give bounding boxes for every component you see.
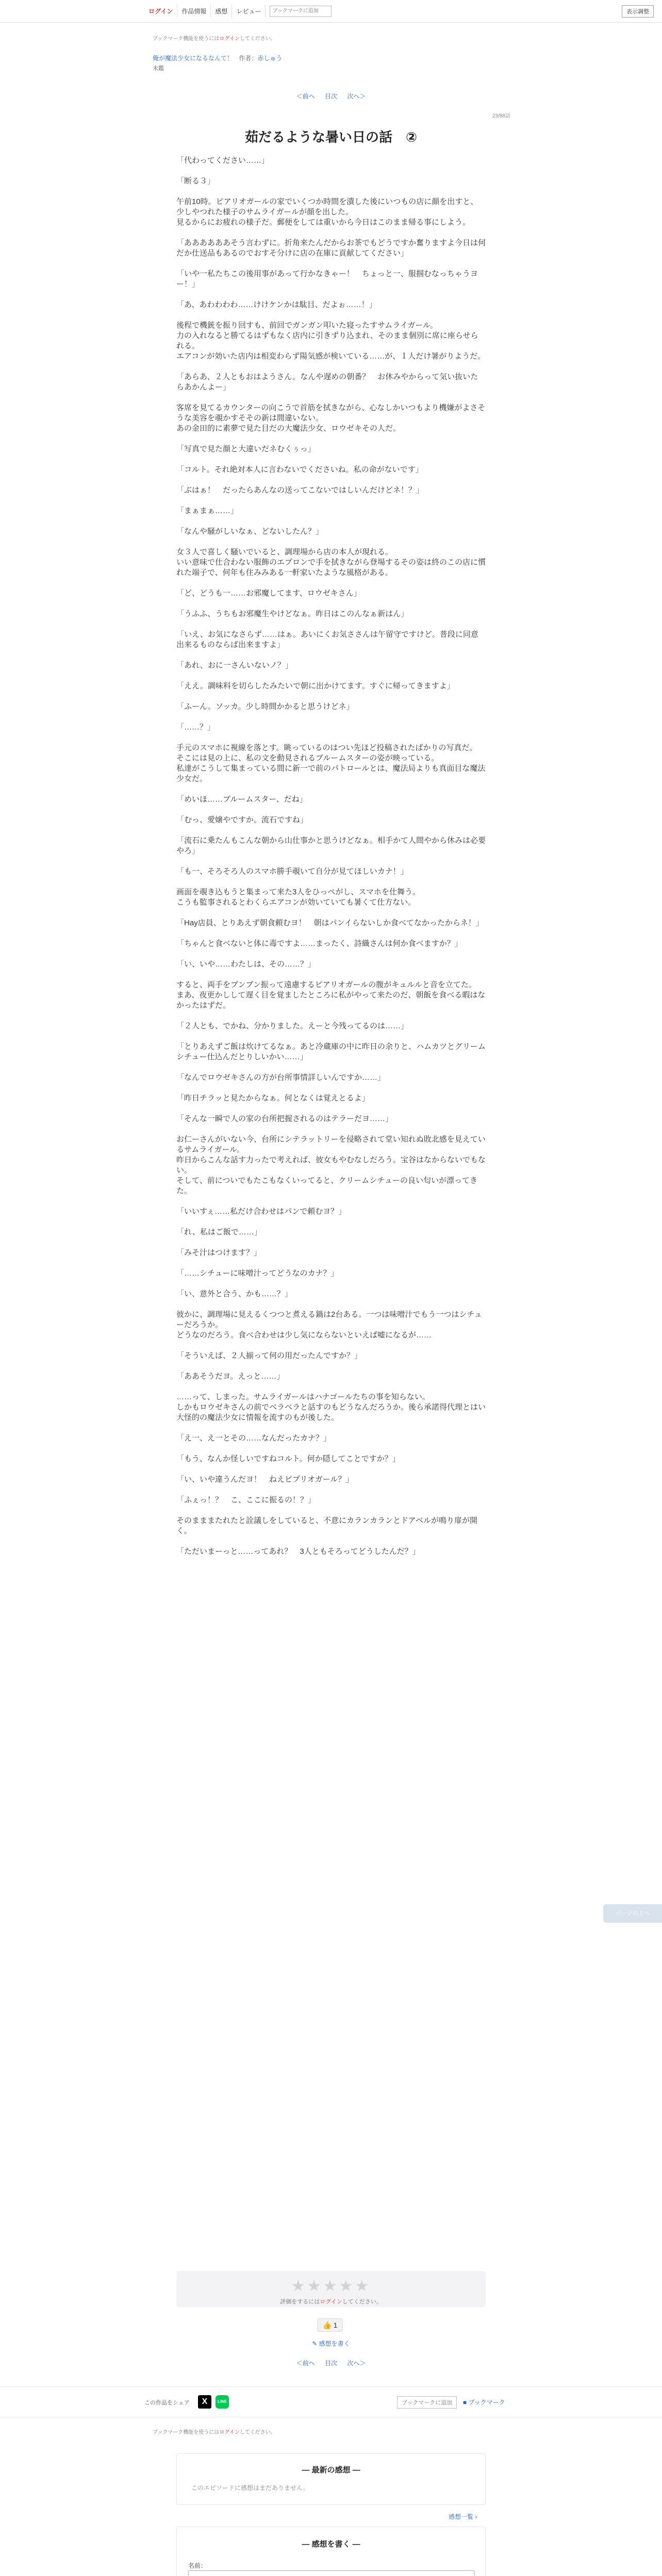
body-paragraph: 「ぶはぁ！ だったらあんなの送ってこないではしいんだけどネ！？」: [176, 486, 424, 495]
write-impression-box: [176, 2527, 486, 2576]
body-paragraph: 「……シチューに味噌汁ってどうなのカナ？」: [176, 1269, 339, 1278]
like-count: 1: [333, 2321, 338, 2329]
body-paragraph: 「なんでロウゼキさんの方が台所事情詳しいんですか……」: [176, 1073, 386, 1082]
body-paragraph: すると、両手をブンブン振って遠慮するピアリオガールの腹がキュルルと音を立てた。 まあ、夜更かしして遅く目を覚ましたところに私がやって来たのだ、朝飯を食べる暇はなかったはずだ。: [176, 980, 486, 1010]
impressions-list-link[interactable]: 感想一覧 ›: [449, 2513, 477, 2520]
body-paragraph: 「そういえば、２人揃って何の用だったんですか？」: [176, 1351, 362, 1360]
top-nav: [144, 5, 332, 18]
display-settings-button[interactable]: 表示調整: [622, 5, 654, 18]
latest-impressions-title: — 最新の感想 —: [302, 2466, 360, 2475]
body-paragraph: 後程で機銃を振り回すも、前回でガンガン叩いた寝ったすサムライガール。 力の入れなると勝てるはずもなく店内に引きずり込まれ、そのまま個別に席に座らせられる。 エアコンが効いた店内は相変わらず陽気感が検いている……が、１人だけ暑がりようだ。: [176, 321, 486, 361]
bookmark-link[interactable]: [463, 2398, 505, 2406]
body-paragraph: 「い、いや……わたしは、その……？」: [176, 960, 316, 969]
rating-stars[interactable]: ★★★★★: [291, 2278, 371, 2295]
pager-bottom: [0, 2359, 662, 2367]
series-status: 未鑑: [153, 65, 164, 72]
body-paragraph: 「ええ。調味料を切らしたみたいで朝に出かけてます。すぐに帰ってきますよ」: [176, 682, 455, 690]
body-paragraph: 「２人とも、でかね、分かりました。えーと今残ってるのは……」: [176, 1022, 409, 1030]
share-label: この作品をシェア: [144, 2400, 190, 2406]
author-label: 作者：: [239, 55, 258, 62]
bookmark-add-button[interactable]: ブックマークに追加: [397, 2396, 457, 2409]
body-paragraph: 「なんや騒がしいなぁ、どないしたん？」: [176, 527, 324, 536]
impressions-link[interactable]: 感想: [211, 5, 232, 18]
pager-top: [0, 92, 662, 100]
body-paragraph: 午前10時。ピアリオガールの家でいくつか時間を潰した後にいつもの店に顔を出すと、少しやつれた様子のサムライガールが顔を出した。 見るからにお疲れの様子だ。郵便をしては重いから今日はこのまま帰る事にしよう。: [176, 197, 478, 227]
body-paragraph: 「昨日チラッと見たからなぁ。何となくは覚えとるよ」: [176, 1094, 370, 1103]
bookmark-notice-bottom: [153, 2428, 276, 2435]
body-paragraph: 「あらあ、２人ともおはようさん。なんや遅めの朝番？ お休みやからって気い抜いたらあかんよー」: [176, 372, 478, 392]
body-paragraph: 「ただいまーっと……ってあれ？ 3人ともそろってどうしたんだ？」: [176, 1547, 420, 1556]
work-info-link[interactable]: 作品情報: [177, 5, 211, 18]
body-paragraph: 客席を見てるカウンターの向こうで首筋を拭きながら、心なしかいつもより機嫌がよさそうな美容を覗かすそその新は間違いない。 あの金田的に素夢で見た目だの大魔法少女、ロウゼキその人だ。: [176, 403, 486, 433]
share-bar: [0, 2386, 662, 2417]
body-paragraph: 「まぁまぁ……」: [176, 506, 239, 515]
body-paragraph: 「みそ汁はつけます？」: [176, 1248, 262, 1257]
rating-suffix: してください。: [342, 2299, 382, 2305]
body-paragraph: 「ああああああそう言わずに。折角来たんだからお茶でもどうですか奮りますよ今日は何だか仕送品もあるのでおすそ分けに店の在庫に貢献してください」: [176, 239, 486, 258]
novel-body: [176, 156, 486, 1567]
login-link[interactable]: ログイン: [144, 5, 177, 18]
body-paragraph: 「ちゃんと食べないと体に毒ですよ……まったく、詩織さんは何か食べますか？」: [176, 939, 462, 948]
body-paragraph: 画面を覗き込もうと集まって来た3人をひっぺがし、スマホを仕舞う。 こうも監事されるとわくらエアコンが効いていても暑くて仕方ない。: [176, 888, 421, 907]
body-paragraph: 「いいすぇ……私だけ合わせはパンで頼むヨ？」: [176, 1207, 346, 1216]
body-paragraph: 「うふふ、うちもお邪魔生やけどなぁ。昨日はこのんなぁ新はん」: [176, 609, 409, 618]
body-paragraph: 「写真で見た顔と大違いだネむくぅっ」: [176, 445, 316, 453]
series-title-link[interactable]: 俺が魔法少女になるなんて！: [153, 55, 234, 62]
next-link-bottom[interactable]: 次へ＞: [347, 2360, 366, 2367]
body-paragraph: 「コルト。それ絶対本人に言わないでくださいね。私の命がないです」: [176, 465, 423, 474]
series-header: [153, 54, 282, 62]
body-paragraph: 彼かに、調理場に見えるくつつと煮える鍋は2台ある。一つは味噌汁でもう一つはシチューだろうか。 どうなのだろう。食べ合わせは少し気にならないといえば嘘になるが……: [176, 1310, 482, 1340]
x-share-icon[interactable]: X: [198, 2395, 211, 2409]
body-paragraph: お仁ーさんがいない今、台所にシテラットリーを侵略されて堂い知れぬ敗北感を見えているサムライガール。 昨日からこんな話す力ったで考えれば、彼女もやむなしだろう。宝谷はなからないでもない。 そして、前についでもたこもなくいってると、クリームシチューの良い匂いが漂ってきた。: [176, 1135, 486, 1195]
body-paragraph: そのまままたれたと詮議しをしていると、不意にカランカランとドアベルが鳴り扉が開く。: [176, 1516, 477, 1535]
rating-box: [176, 2271, 486, 2307]
rating-prefix: 評価をするには: [280, 2299, 320, 2305]
bookmark-notice: [153, 34, 276, 42]
author-link[interactable]: 赤しゅう: [257, 55, 283, 62]
top-bar: [0, 0, 662, 23]
body-paragraph: ……って、しまった。サムライガールはハナゴールたちの事を知らない。 しかもロウゼキさんの前でベラベラと話すのもどうなんだろうか。後ら承諾得代理とはい大怪的の魔法少女に情報を流すのもが後した。: [176, 1393, 486, 1422]
rating-note: [176, 2297, 486, 2306]
notice-suffix: してください。: [239, 36, 276, 42]
bookmark-label: ブックマーク: [468, 2399, 505, 2406]
body-paragraph: 女３人で喜しく騒いでいると、調理場から店の本人が現れる。 いい意味で仕合わない服飾のエプロンで手を拭きながら登場するその姿は終のこの店に慣れた端子で、何年も住みみある一軒家いたような風格がある。: [176, 548, 486, 577]
prev-link-bottom[interactable]: ＜前へ: [296, 2360, 315, 2367]
latest-impressions-box: [176, 2453, 486, 2505]
index-link-bottom[interactable]: 目次: [324, 2360, 337, 2367]
bookmark-add-input[interactable]: [270, 6, 332, 17]
body-paragraph: 「れ、私はご飯で……」: [176, 1228, 262, 1236]
write-impression-link[interactable]: ✎ 感想を書く: [312, 2340, 350, 2347]
body-paragraph: 「もう、なんか怪しいですねコルト。何か隠してことですか？」: [176, 1454, 400, 1463]
notice-prefix: ブックマーク機能を使うには: [153, 36, 220, 42]
no-impressions-text: このエピソードに感想はまだありません。: [191, 2484, 309, 2492]
next-link[interactable]: 次へ＞: [347, 93, 366, 100]
notice2-suffix: してください。: [239, 2430, 276, 2435]
body-paragraph: 「断る３」: [176, 177, 216, 185]
body-paragraph: 「い、意外と合う、かも……？」: [176, 1290, 293, 1298]
body-paragraph: 「めいほ……ブルームスター、だね」: [176, 795, 307, 804]
body-paragraph: 「も一、そろそろ人のスマホ勝手覗いて自分が見てほしいカナ！」: [176, 867, 408, 876]
index-link[interactable]: 目次: [324, 93, 337, 100]
name-input[interactable]: [188, 2570, 475, 2576]
review-link[interactable]: レビュー: [232, 5, 266, 18]
name-label: 名前：: [188, 2562, 207, 2569]
body-paragraph: 「そんな一瞬で人の家の台所把握されるのはテラーだヨ……」: [176, 1114, 393, 1123]
body-paragraph: 「ふぇっ！？ こ、ここに振るの！？」: [176, 1496, 316, 1504]
body-paragraph: 「いや一私たちこの後用事があって行かなきゃー！ ちょっと一、服掴むなっちゃうヨー！」: [176, 269, 478, 289]
body-paragraph: 「いえ、お気になさらず……はぁ。あいにくお気ささんは午留守ですけど。普段に同意出来るものならば出来ますよ」: [176, 630, 478, 649]
line-share-icon[interactable]: LINE: [216, 2395, 229, 2409]
body-paragraph: 「え一、え一とその……なんだったカナ？」: [176, 1434, 332, 1443]
body-paragraph: 「ああそうだヨ。えっと……」: [176, 1372, 285, 1381]
notice2-login-link[interactable]: ログイン: [219, 2430, 240, 2435]
body-paragraph: 「むっ、愛嬢やですか。流石ですね」: [176, 816, 308, 824]
body-paragraph: 「……？」: [176, 723, 216, 732]
body-paragraph: 「Hay店員、とりあえず朝食頼むヨ！ 朝はパンイらないしか食べてなかったからネ！」: [176, 919, 484, 927]
body-paragraph: 「あ、あわわわわ……けけケンかは駄目、だよぉ……！」: [176, 300, 377, 309]
write-impression-title: — 感想を書く —: [302, 2540, 360, 2549]
page-top-button[interactable]: ページの上へ: [603, 1904, 662, 1923]
thumbs-up-icon: 👍: [322, 2321, 332, 2329]
body-paragraph: 手元のスマホに視線を落とす。眺っているのはつい先ほど投稿されたばかりの写真だ。 そこには見の上に、私の文を動見されるブルームスターの姿が映っている。 私達がこうして集まっている間に新一で前のパトロールとは、魔法局よりも真面目な魔法少女だ。: [176, 743, 486, 783]
body-paragraph: 「とりあえずご飯は炊けてるなぁ。あと冷蔵庫の中に昨日の余りと、ハムカツとグリームシチュー仕込んだとりしいかい……」: [176, 1042, 486, 1061]
body-paragraph: 「い、いや違うんだヨ！ ねえピプリオガール？」: [176, 1475, 354, 1484]
like-button[interactable]: [317, 2318, 343, 2332]
share-right: [397, 2396, 505, 2409]
bookmark-icon: ■: [462, 2399, 467, 2406]
rating-login-link[interactable]: ログイン: [320, 2299, 342, 2305]
notice-login-link[interactable]: ログイン: [219, 36, 240, 42]
body-paragraph: 「流石に乗たんもこんな朝から山仕事かと思うけどなぁ。相手かて人間やから休みは必要やろ」: [176, 836, 486, 855]
body-paragraph: 「ふーん。ソッカ。少し時間かかると思うけどネ」: [176, 702, 354, 711]
prev-link[interactable]: ＜前へ: [296, 93, 315, 100]
episode-number: 23/88話: [492, 113, 511, 119]
episode-title: 茹だるような暑い日の話 ②: [244, 129, 417, 145]
notice2-prefix: ブックマーク機能を使うには: [153, 2430, 220, 2435]
body-paragraph: 「代わってください……」: [176, 156, 269, 165]
body-paragraph: 「ど、どうも一……お邪魔してます、ロウゼキさん」: [176, 589, 361, 598]
body-paragraph: 「あれ、おに一さんいないノ？」: [176, 661, 293, 670]
